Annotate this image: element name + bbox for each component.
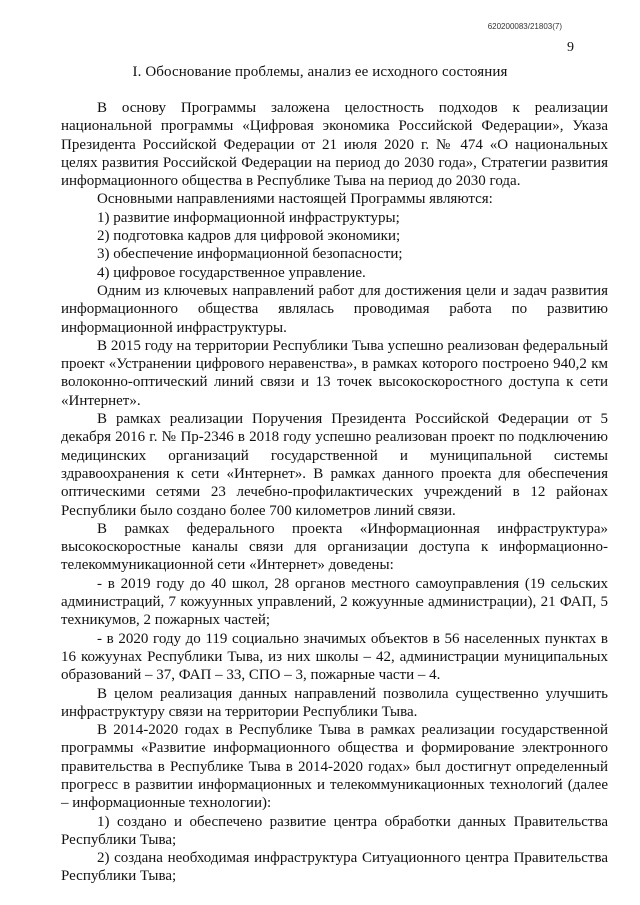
list-item: 2) создана необходимая инфраструктура Ситуационного центра Правительства Республики Тыва; [61,850,608,885]
paragraph: Основными направлениями настоящей Программы являются: [97,191,493,208]
body-text [61,99,608,886]
list-item: 2) подготовка кадров для цифровой экономики; [97,228,401,245]
page-number: 9 [567,40,574,55]
paragraph: В рамках федерального проекта «Информационная инфраструктура» высокоскоростные каналы связи для организации доступа к информационно-телекоммуникационной сети «Интернет» доведены: [61,520,608,574]
paragraph: В рамках реализации Поручения Президента Российской Федерации от 5 декабря 2016 г. № Пр-2346 в 2018 году успешно реализован проект по подключению медицинских организаций государственной и муниципальной системы здравоохранения к сети «Интернет». В рамках данного проекта для обеспечения оптическими сетями 23 лечебно-профилактических учреждений в 12 районах Республики было создано более 700 километров линий связи. [61,411,608,519]
list-item: - в 2019 году до 40 школ, 28 органов местного самоуправления (19 сельских администраций, 7 кожуунных управлений, 2 кожуунные администрации), 21 ФАП, 5 техникумов, 2 пожарных частей; [61,575,608,629]
list-item: 3) обеспечение информационной безопасности; [97,246,403,263]
list-item: 1) развитие информационной инфраструктуры; [97,209,400,226]
list-item: 4) цифровое государственное управление. [97,264,366,281]
paragraph: В основу Программы заложена целостность подходов к реализации национальной программы «Цифровая экономика Российской Федерации», Указа Президента Российской Федерации от 21 июля 2020 г. № 474 «О национальных целях развития Российской Федерации на период до 2030 года», Стратегии развития информационного общества в Республике Тыва на период до 2030 года. [61,100,608,190]
paragraph: В 2015 году на территории Республики Тыва успешно реализован федеральный проект «Устранении цифрового неравенства», в рамках которого построено 940,2 км волоконно-оптический линий связи и 13 точек высокоскоростного доступа к сети «Интернет». [61,337,608,409]
paragraph: Одним из ключевых направлений работ для достижения цели и задач развития информационного общества являлась проводимая работа по развитию информационной инфраструктуры. [61,282,608,336]
paragraph: В целом реализация данных направлений позволила существенно улучшить инфраструктуру связи на территории Республики Тыва. [61,685,608,720]
list-item: - в 2020 году до 119 социально значимых объектов в 56 населенных пунктах в 16 кожуунах Республики Тыва, из них школы – 42, администрации муниципальных образований – 37, ФАП – 33, СПО – 3, пожарные части – 4. [61,630,608,684]
paragraph: В 2014-2020 годах в Республике Тыва в рамках реализации государственной программы «Развитие информационного общества и формирование электронного правительства в Республике Тыва в 2014-2020 годах» был достигнут определенный прогресс в развитии информационных и телекоммуникационных технологий (далее – информационные технологии): [61,722,608,812]
list-item: 1) создано и обеспечено развитие центра обработки данных Правительства Республики Тыва; [61,813,608,848]
section-title: I. Обоснование проблемы, анализ ее исходного состояния [132,64,508,80]
document-id: 620200083/21803(7) [487,22,562,31]
